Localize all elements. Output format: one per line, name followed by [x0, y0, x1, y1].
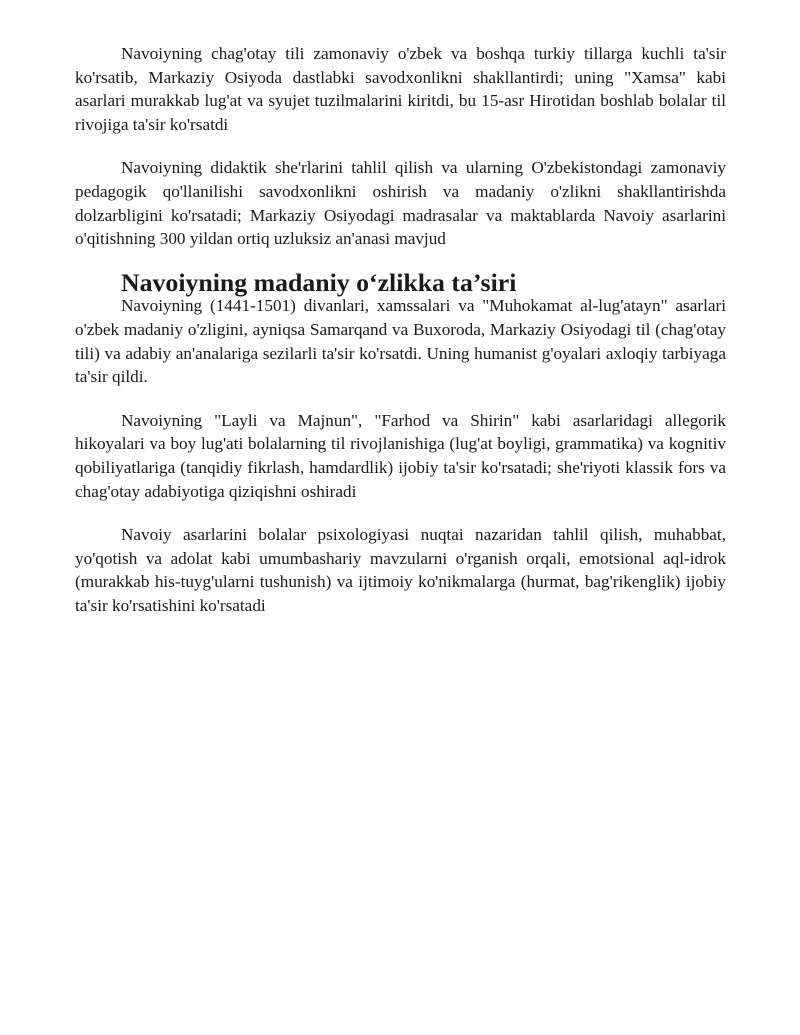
paragraph-didactic-poems: Navoiyning didaktik she'rlarini tahlil qilish va ularning O'zbekistondagi zamonaviy pedagogik qo'llanilishi savodxonlikni oshirish va madaniy o'zlikni shakllantirishda dolzarbligini ko'rsatadi; Markaziy Osiyodagi madrasalar va maktablarda Navoiy asarlarini o'qitishning 300 yildan ortiq uzluksiz an'anasi mavjud: [75, 158, 726, 249]
document-page: [75, 42, 726, 637]
section-heading: Navoiyning madaniy o‘zlikka ta’siri: [121, 267, 517, 297]
paragraph-chagatay-influence: Navoiyning chag'otay tili zamonaviy o'zbek va boshqa turkiy tillarga kuchli ta'sir ko'rsatib, Markaziy Osiyoda dastlabki savodxonlikni shakllantirdi; uning "Xamsa" kabi asarlari murakkab lug'at va syujet tuzilmalarini kiritdi, bu 15-asr Hirotidan boshlab bolalar til rivojiga ta'sir ko'rsatdi: [75, 44, 726, 134]
paragraph-divans-khamsa: Navoiyning (1441-1501) divanlari, xamssalari va "Muhokamat al-lug'atayn" asarlari o'zbek madaniy o'zligini, ayniqsa Samarqand va Buxoroda, Markaziy Osiyodagi til (chag'otay tili) va adabiy an'analariga sezilarli ta'sir ko'rsatdi. Uning humanist g'oyalari axloqiy tarbiyaga ta'sir qildi.: [75, 296, 726, 387]
section-cultural-identity: [75, 267, 726, 618]
paragraph-child-psychology: Navoiy asarlarini bolalar psixologiyasi nuqtai nazaridan tahlil qilish, muhabbat, yo'qotish va adolat kabi umumbashariy mavzularni o'rganish orqali, emotsional aql-idrok (murakkab his-tuyg'ularni tushunish) va ijtimoiy ko'nikmalarga (hurmat, bag'rikenglik) ijobiy ta'sir ko'rsatishini ko'rsatadi: [75, 525, 726, 615]
paragraph-allegorical-stories: Navoiyning "Layli va Majnun", "Farhod va Shirin" kabi asarlaridagi allegorik hikoyalari va boy lug'ati bolalarning til rivojlanishiga (lug'at boyligi, grammatika) va kognitiv qobiliyatlariga (tanqidiy fikrlash, hamdardlik) ijobiy ta'sir ko'rsatadi; she'riyoti klassik fors va chag'otay adabiyotiga qiziqishni oshiradi: [75, 410, 726, 501]
